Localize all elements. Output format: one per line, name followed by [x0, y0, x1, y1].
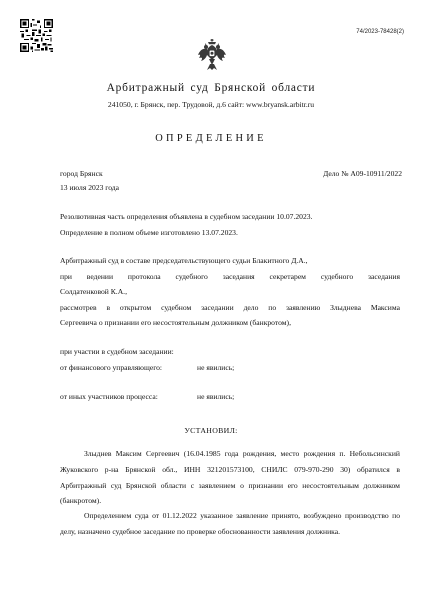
court-composition: Арбитражный суд в составе председательствующего судьи Блакитного Д.А., [60, 256, 308, 265]
attendance-intro: при участии в судебном заседании: [60, 347, 174, 356]
resolution-announced: Резолютивная часть определения объявлена в судебном заседании 10.07.2023. [60, 212, 313, 221]
case-subject-continued: Сергеевича о признании его несостоятельным должником (банкротом), [60, 318, 291, 327]
body-paragraph-2: Определением суда от 01.12.2022 указанное заявление принято, возбуждено производство по делу, назначено судебное заседание по проверке обоснованности заявления должника. [60, 511, 400, 536]
court-name: Арбитражный суд Брянской области [106, 82, 316, 94]
full-text-date: Определение в полном объеме изготовлено 13.07.2023. [60, 228, 238, 237]
secretary-name: Солдатенковой К.А., [60, 287, 127, 296]
coat-of-arms-icon [197, 39, 227, 71]
financial-manager-label: от финансового управляющего: [60, 363, 163, 372]
case-subject-line: рассмотрев в открытом судебном заседании дело по заявлению Злыднева Максима [60, 303, 400, 312]
financial-manager-value: не явились; [197, 363, 235, 372]
other-participants-label: от иных участников процесса: [60, 392, 158, 401]
document-number: 74/2023-78428(2) [356, 29, 404, 35]
case-number: Дело № А09-10911/2022 [323, 169, 402, 178]
other-participants-value: не явились; [197, 392, 235, 401]
qr-code [20, 19, 53, 52]
protocol-line: при ведении протокола судебного заседания секретарем судебного заседания [60, 272, 400, 281]
date: 13 июля 2023 года [60, 183, 120, 192]
established-heading: УСТАНОВИЛ: [184, 426, 238, 435]
document-title: ОПРЕДЕЛЕНИЕ [155, 133, 267, 144]
place: город Брянск [60, 169, 103, 178]
court-address: 241050, г. Брянск, пер. Трудовой, д.6 сайт: www.bryansk.arbitr.ru [107, 100, 315, 109]
body-paragraph-1: Злыднев Максим Сергеевич (16.04.1985 года рождения, место рождения п. Небольсинский Жуковского р-на Брянской обл., ИНН 321201573100, СНИЛС 079-970-290 30) обратился в Арбитражный суд Брянской области с заявлением о признании его несостоятельным должником (банкротом). [60, 449, 400, 506]
